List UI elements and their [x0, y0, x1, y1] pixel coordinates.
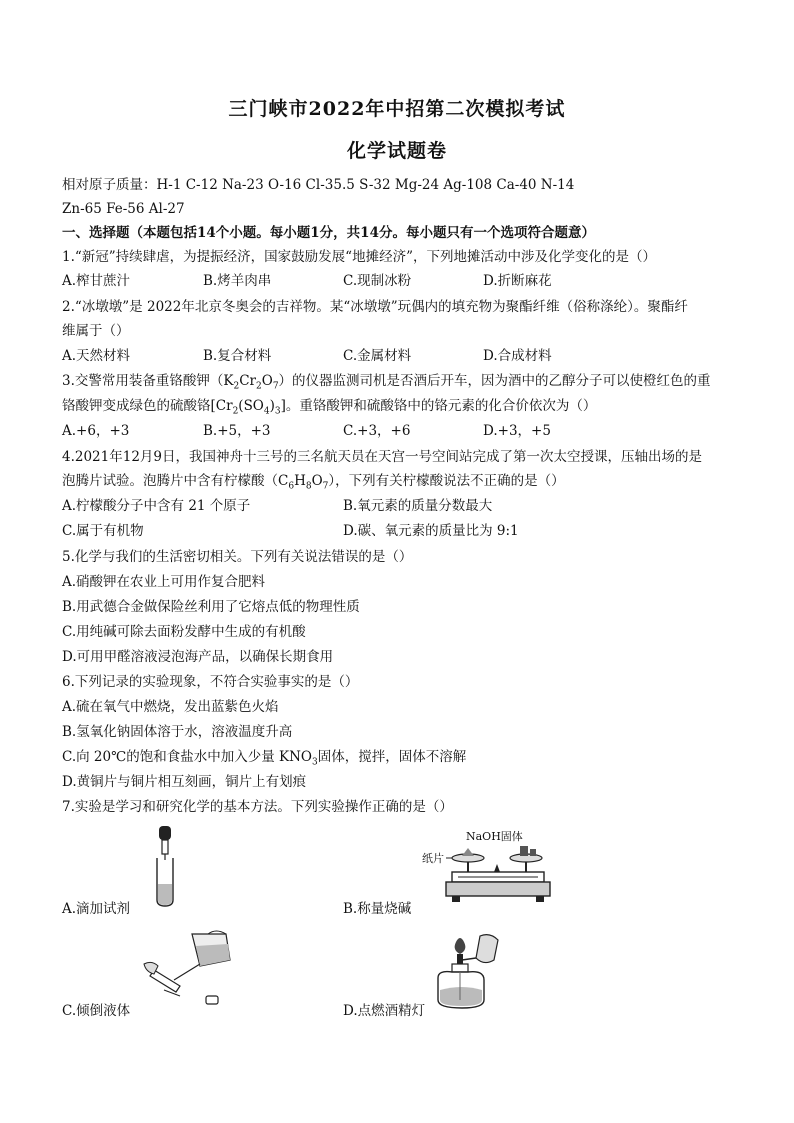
- dropper-figure: [140, 826, 190, 908]
- pouring-figure: [134, 930, 240, 1010]
- q5-option-a: A.硝酸钾在农业上可用作复合肥料: [62, 574, 266, 590]
- q5-option-c: C.用纯碱可除去面粉发酵中生成的有机酸: [62, 624, 306, 640]
- q1-option-a: A.榨甘蔗汁: [62, 273, 131, 289]
- naoh-label: NaOH固体: [466, 830, 523, 843]
- q6-stem: 6.下列记录的实验现象，不符合实验事实的是（）: [62, 674, 359, 690]
- q2-option-d: D.合成材料: [483, 348, 552, 364]
- q1-option-b: B.烤羊肉串: [203, 273, 272, 289]
- q4-option-c: C.属于有机物: [62, 523, 144, 539]
- q6-option-a: A.硫在氧气中燃烧，发出蓝紫色火焰: [62, 699, 279, 715]
- q5-stem: 5.化学与我们的生活密切相关。下列有关说法错误的是（）: [62, 549, 413, 565]
- q3-option-b: B.+5，+3: [203, 423, 271, 439]
- q2-option-c: C.金属材料: [343, 348, 412, 364]
- paper-label: 纸片: [422, 852, 444, 865]
- q3-stem-line1: 3.交警常用装备重铬酸钾$(K_2Cr_2O_7)$的仪器监测司机是否酒后开车，因为酒中的乙醇分子可以使橙红色的重: [62, 373, 711, 392]
- q4-option-a: A.柠檬酸分子中含有 21 个原子: [62, 498, 251, 514]
- q3-option-d: D.+3，+5: [483, 423, 551, 439]
- q3-stem-line2: 铬酸钾变成绿色的硫酸铬$[Cr_2(SO_4)_3]$。重铬酸钾和硫酸铬中的铬元素的化合价依次为（）: [62, 398, 597, 417]
- q4-stem-line2: 泡腾片试验。泡腾片中含有柠檬酸$(C_6H_8O_7)$，下列有关柠檬酸说法不正确的是（）: [62, 473, 565, 492]
- q5-option-b: B.用武德合金做保险丝利用了它熔点低的物理性质: [62, 599, 360, 615]
- q1-stem: 1.“新冠”持续肆虐，为提振经济，国家鼓励发展“地摊经济”，下列地摊活动中涉及化学变化的是（）: [62, 249, 656, 265]
- exam-title: 三门峡市2022年中招第二次模拟考试: [228, 98, 566, 120]
- q2-stem-line1: 2.“冰墩墩”是 2022年北京冬奥会的吉祥物。某“冰墩墩”玩偶内的填充物为聚酯纤维（俗称涤纶）。聚酯纤: [62, 299, 688, 315]
- q4-stem-line1: 4.2021年12月9日，我国神舟十三号的三名航天员在天宫一号空间站完成了第一次太空授课，压轴出场的是: [62, 449, 703, 465]
- q7-option-c: C.倾倒液体: [62, 1003, 131, 1019]
- q5-option-d: D.可用甲醛溶液浸泡海产品，以确保长期食用: [62, 649, 334, 665]
- balance-figure: [418, 826, 558, 906]
- q1-option-d: D.折断麻花: [483, 273, 552, 289]
- alcohol-lamp-figure: [424, 930, 508, 1014]
- q4-option-d: D.碳、氧元素的质量比为 9:1: [343, 523, 519, 539]
- atomic-masses-line2: Zn-65 Fe-56 Al-27: [62, 201, 185, 217]
- q6-option-b: B.氢氧化钠固体溶于水，溶液温度升高: [62, 724, 293, 740]
- section-heading: 一、选择题（本题包括14个小题。每小题1分，共14分。每小题只有一个选项符合题意）: [62, 225, 595, 241]
- q2-option-b: B.复合材料: [203, 348, 272, 364]
- q6-option-d: D.黄铜片与铜片相互刻画，铜片上有划痕: [62, 774, 307, 790]
- q7-stem: 7.实验是学习和研究化学的基本方法。下列实验操作正确的是（）: [62, 799, 453, 815]
- q3-option-a: A.+6，+3: [62, 423, 130, 439]
- q2-option-a: A.天然材料: [62, 348, 131, 364]
- q6-option-c: C.向 20℃的饱和食盐水中加入少量 $KNO_3$固体，搅拌，固体不溶解: [62, 749, 467, 768]
- q7-option-d: D.点燃酒精灯: [343, 1003, 426, 1019]
- q7-option-b: B.称量烧碱: [343, 901, 412, 917]
- q7-option-a: A.滴加试剂: [62, 901, 131, 917]
- q4-option-b: B.氧元素的质量分数最大: [343, 498, 493, 514]
- exam-subtitle: 化学试题卷: [346, 140, 447, 162]
- atomic-masses-line1: 相对原子质量：H-1 C-12 Na-23 O-16 Cl-35.5 S-32 Mg-24 Ag-108 Ca-40 N-14: [62, 177, 575, 193]
- q1-option-c: C.现制冰粉: [343, 273, 412, 289]
- q2-stem-line2: 维属于（）: [62, 323, 130, 339]
- q3-option-c: C.+3，+6: [343, 423, 411, 439]
